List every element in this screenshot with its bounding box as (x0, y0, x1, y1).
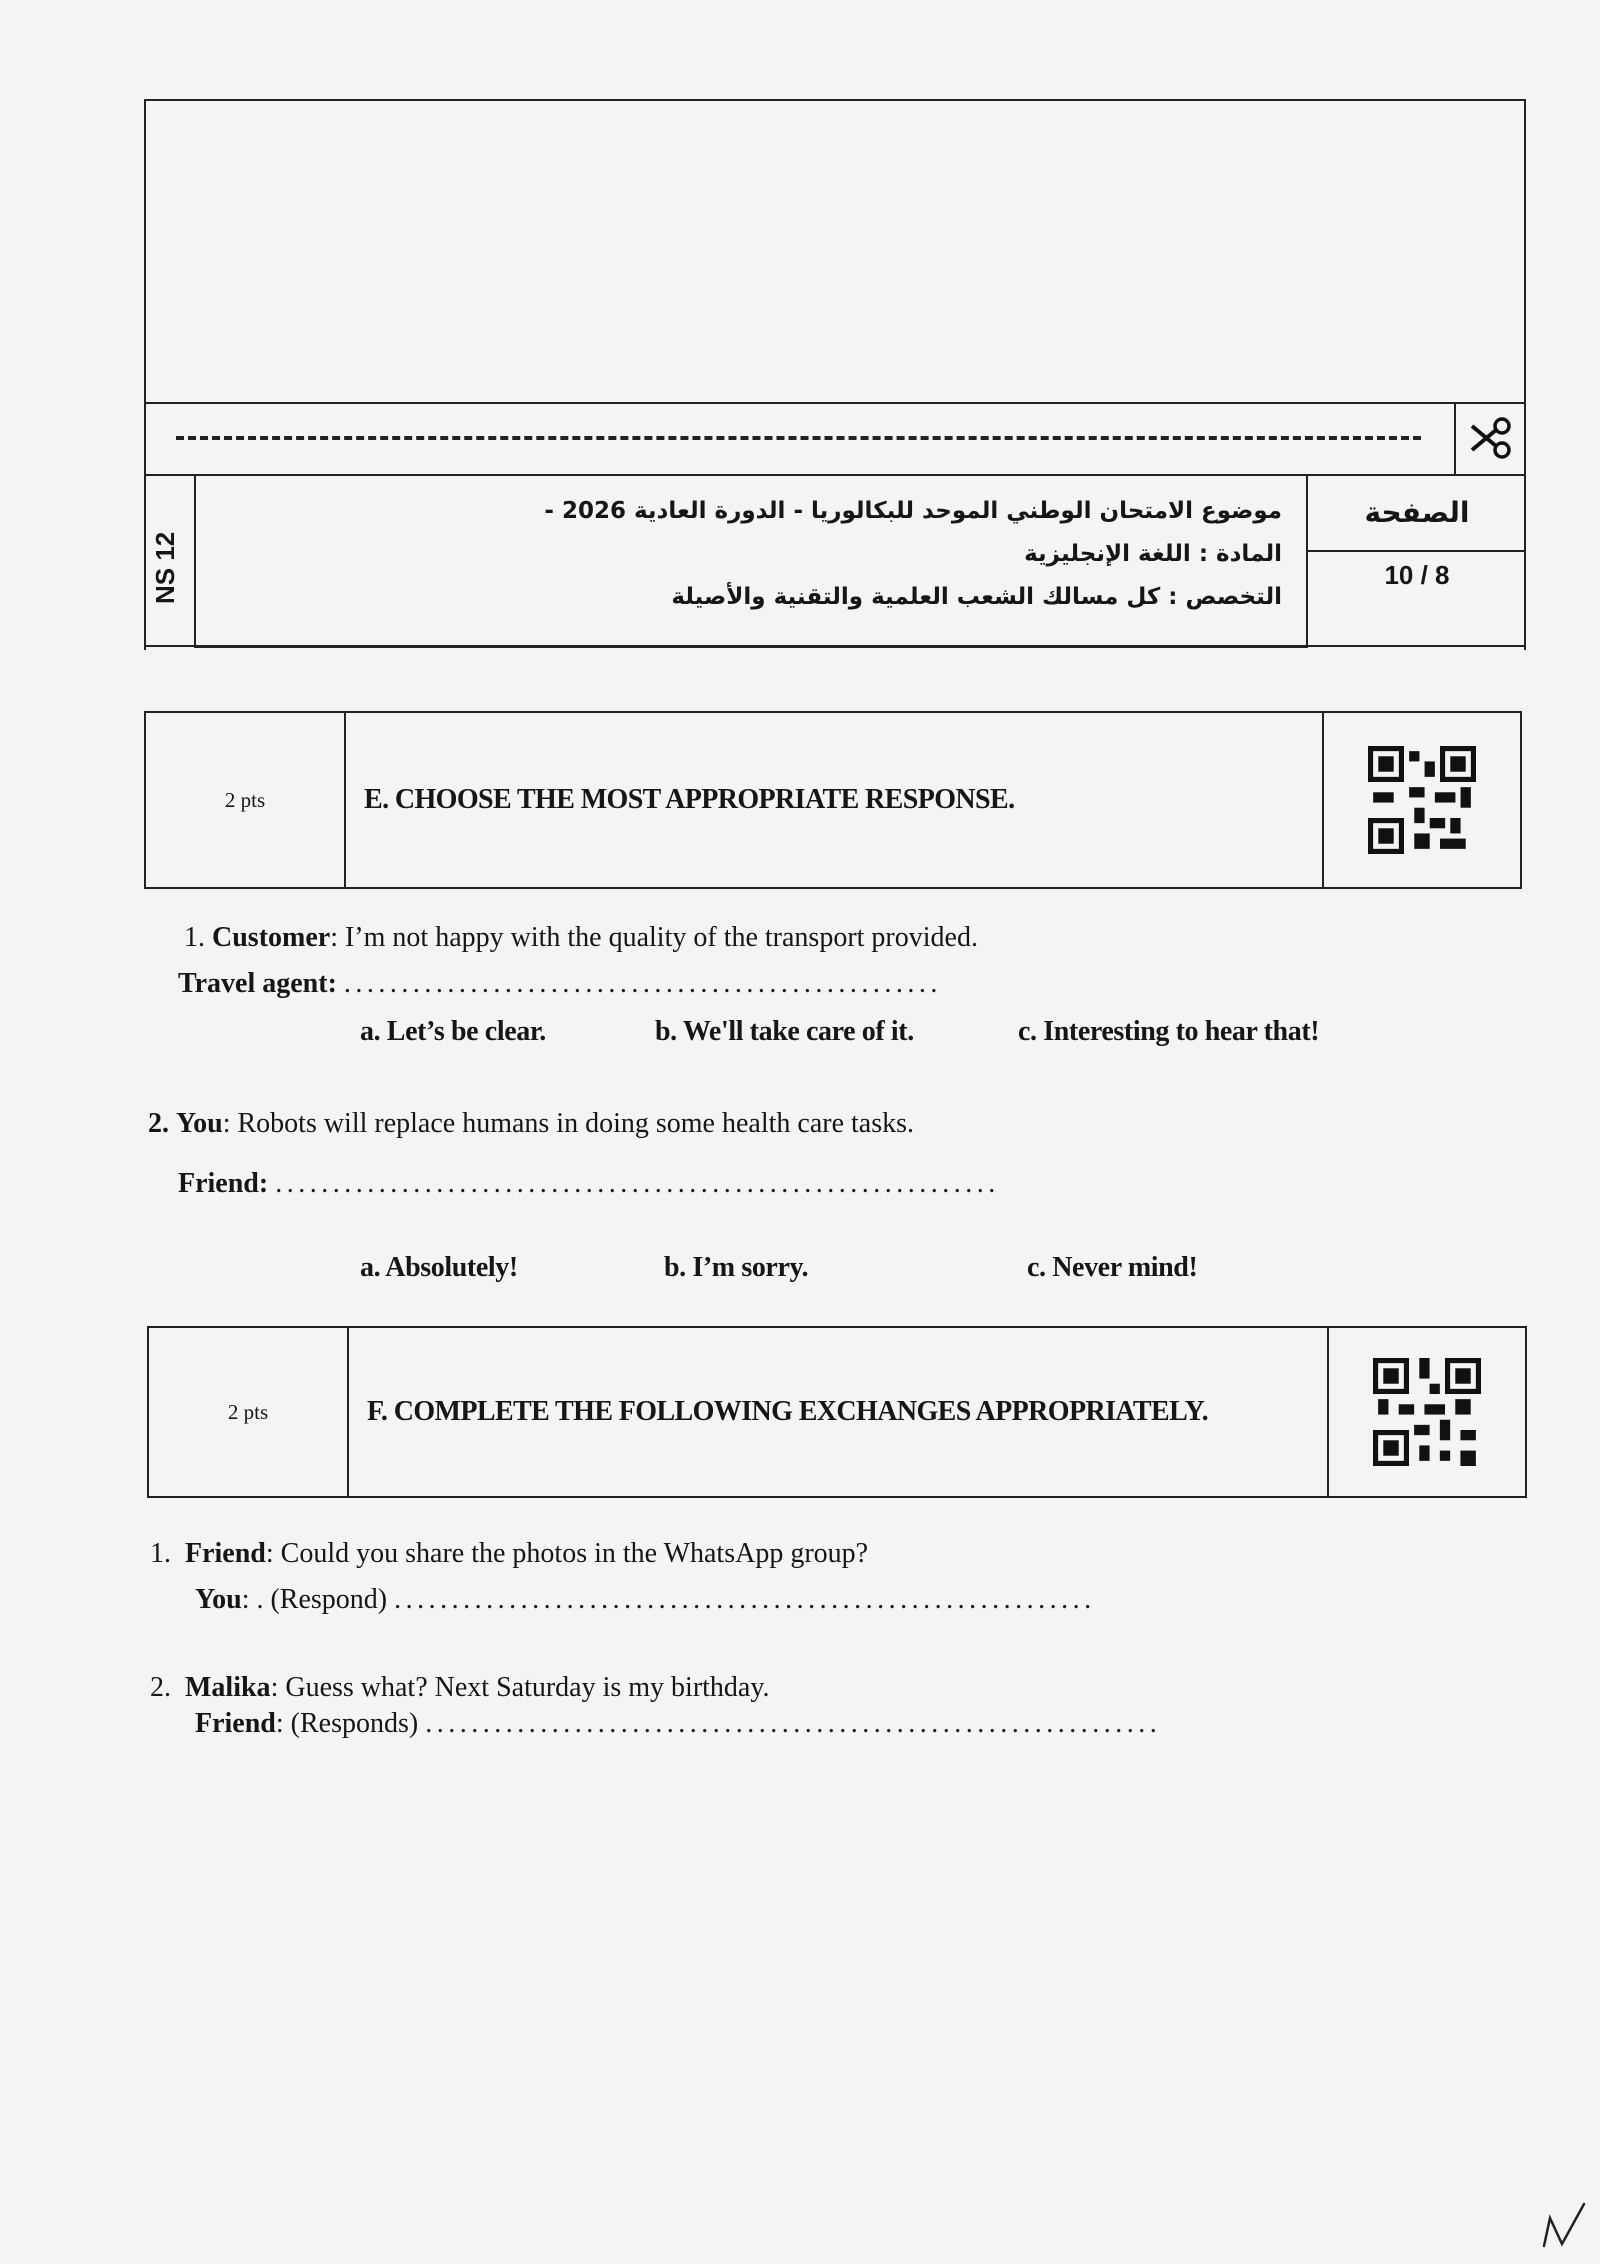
e-q1-speaker: Customer (212, 922, 331, 953)
qr-code-icon (1373, 1358, 1481, 1466)
f-q1-number: 1. (150, 1538, 171, 1569)
e-q1-number: 1. (184, 922, 205, 953)
header-left-rule (144, 474, 146, 650)
page-label: الصفحة (1308, 474, 1526, 552)
e-q2-option-a[interactable]: a. Absolutely! (360, 1252, 518, 1283)
section-e-title: E. CHOOSE THE MOST APPROPRIATE RESPONSE. (364, 784, 1015, 815)
f-q1-response-line (195, 1584, 1096, 1616)
e-q2-option-b[interactable]: b. I’m sorry. (664, 1252, 809, 1283)
e-q1-option-a[interactable]: a. Let’s be clear. (360, 1016, 546, 1047)
f-q2-response-line (195, 1708, 1161, 1740)
exam-title: موضوع الامتحان الوطني الموحد للبكالوريا - الدورة العادية 2026 - (544, 498, 1282, 524)
scissors-icon (1468, 416, 1514, 460)
page-number: 10 / 8 (1384, 560, 1450, 590)
e-q2-responder: Friend (178, 1168, 259, 1199)
f-q2-hint: : (Responds) (275, 1708, 419, 1739)
scissors-cell (1454, 402, 1526, 474)
section-f-points: 2 pts (149, 1328, 349, 1496)
section-f-qr-cell (1327, 1328, 1525, 1496)
f-q2-responder: Friend (195, 1708, 276, 1739)
e-q1-responder: Travel agent (178, 968, 328, 999)
e-q1-prompt (184, 922, 978, 954)
exam-subject: المادة : اللغة الإنجليزية (1024, 541, 1282, 567)
header-right-rule (1524, 474, 1526, 650)
e-q2-text: : Robots will replace humans in doing some health care tasks. (222, 1108, 914, 1139)
qr-code-icon (1368, 746, 1476, 854)
f-q2-speaker: Malika (185, 1672, 271, 1703)
e-q2-speaker: You (176, 1108, 223, 1139)
e-q2-colon: : (258, 1168, 269, 1199)
e-q1-answer-dots[interactable]: .................................................... (343, 968, 942, 999)
f-q2-text: : Guess what? Next Saturday is my birthday. (270, 1672, 770, 1703)
exam-stream: التخصص : كل مسالك الشعب العلمية والتقنية والأصيلة (671, 584, 1282, 610)
e-q1-option-c[interactable]: c. Interesting to hear that! (1018, 1016, 1320, 1047)
f-q1-speaker: Friend (185, 1538, 266, 1569)
f-q2-number: 2. (150, 1672, 171, 1703)
e-q1-colon: : (327, 968, 337, 999)
e-q2-prompt (148, 1108, 914, 1140)
section-e-box (144, 711, 1522, 889)
top-divider (144, 402, 1526, 404)
e-q1-option-b[interactable]: b. We'll take care of it. (655, 1016, 914, 1047)
exam-title-box (194, 474, 1308, 648)
e-q2-response-line (178, 1168, 1000, 1200)
section-e-points: 2 pts (146, 713, 346, 887)
e-q1-text: : I’m not happy with the quality of the transport provided. (330, 922, 978, 953)
f-q1-answer-dots[interactable]: ............................................................. (394, 1584, 1096, 1615)
e-q1-response-line (178, 968, 942, 1000)
f-q2-answer-dots[interactable]: ................................................................ (425, 1708, 1162, 1739)
section-f-box (147, 1326, 1527, 1498)
signature-mark (1540, 2198, 1592, 2252)
exam-code: NS 12 (150, 531, 180, 605)
e-q2-answer-dots[interactable]: ............................................................... (275, 1168, 1000, 1199)
e-q2-option-c[interactable]: c. Never mind! (1027, 1252, 1198, 1283)
section-e-qr-cell (1322, 713, 1520, 887)
f-q1-prompt (150, 1538, 868, 1570)
cut-line (176, 436, 1421, 440)
f-q1-hint: : . (Respond) (241, 1584, 388, 1615)
section-f-title: F. COMPLETE THE FOLLOWING EXCHANGES APPROPRIATELY. (367, 1396, 1209, 1427)
e-q2-number: 2. (148, 1108, 169, 1139)
f-q1-responder: You (195, 1584, 242, 1615)
f-q1-text: : Could you share the photos in the WhatsApp group? (265, 1538, 869, 1569)
f-q2-prompt (150, 1672, 770, 1704)
